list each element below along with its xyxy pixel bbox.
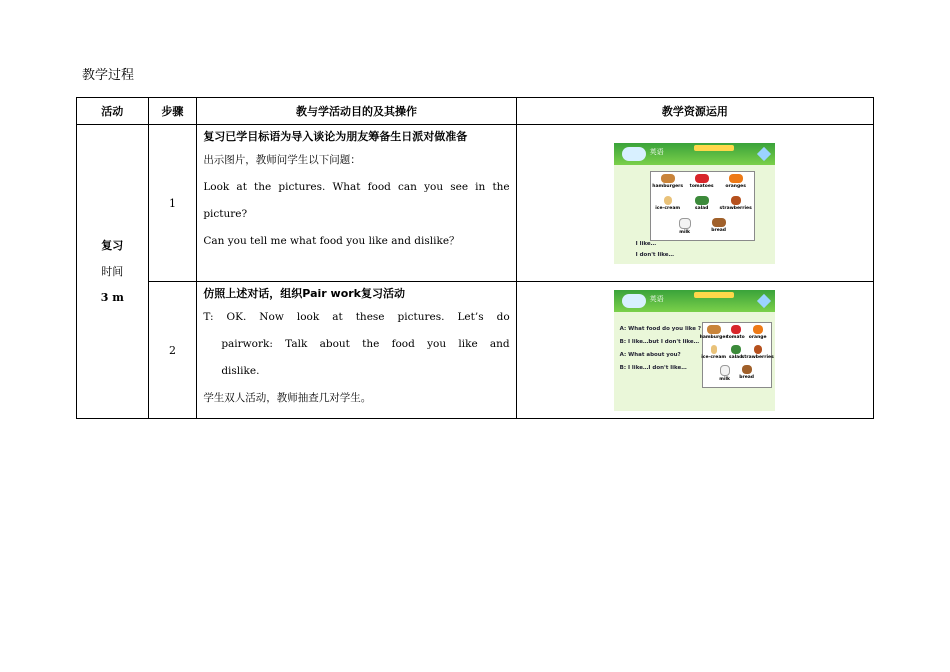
activity-title: 复习 — [101, 238, 124, 252]
orange-icon — [729, 174, 743, 183]
table-header-row — [77, 98, 874, 125]
food-picture-box — [650, 171, 755, 241]
food-item: strawberries — [741, 345, 775, 360]
slide-tag-decoration — [694, 145, 734, 151]
strawberry-icon — [754, 345, 762, 354]
hamburger-icon — [661, 174, 675, 183]
section-heading: 教学过程 — [82, 68, 135, 83]
food-item: ice-cream — [651, 196, 685, 211]
step2-line-4: 学生双人活动，教师抽查几对学生。 — [203, 392, 372, 404]
food-item: salad — [685, 196, 719, 211]
salad-icon — [695, 196, 709, 205]
slide-logo-text: 英语 — [649, 147, 664, 156]
globe-logo-icon — [622, 294, 646, 308]
bird-icon — [757, 146, 771, 160]
ice-cream-icon — [711, 345, 717, 354]
step2-line-2: pairwork: Talk about the food you like and — [221, 338, 510, 350]
food-item: salad — [719, 345, 753, 360]
resource-cell-1 — [516, 125, 873, 282]
slide-sentence: I don't like… — [635, 251, 674, 258]
food-item: ice-cream — [697, 345, 731, 360]
step2-line-3: dislike. — [221, 365, 260, 377]
bird-icon — [757, 293, 771, 307]
slide-thumbnail-2 — [614, 290, 775, 411]
food-item: orange — [741, 325, 775, 340]
food-item: milk — [668, 218, 702, 235]
operation-cell-2 — [197, 282, 516, 419]
food-picture-box — [699, 322, 774, 388]
tomato-icon — [695, 174, 709, 183]
food-item: milk — [708, 365, 742, 382]
slide-dialogue-line: A: What about you? — [619, 351, 681, 358]
step-number-2: 2 — [148, 282, 197, 419]
step-title-1: 复习已学目标语为导入谈论为朋友筹备生日派对做准备 — [203, 130, 468, 143]
step1-line-1: 出示图片，教师问学生以下问题： — [203, 154, 361, 166]
step1-line-4: Can you tell me what food you like and dislike？ — [203, 235, 460, 247]
step2-line-1: T: OK. Now look at these pictures. Let’s do — [203, 311, 510, 323]
food-item: hamburger — [697, 325, 731, 340]
food-item: oranges — [719, 174, 753, 189]
ice-cream-icon — [664, 196, 672, 205]
table-row — [77, 125, 874, 282]
slide-banner — [614, 143, 775, 165]
tomato-icon — [731, 325, 741, 334]
activity-cell — [77, 125, 149, 419]
slide-logo-text: 英语 — [649, 294, 664, 303]
activity-time-label: 时间 — [101, 264, 124, 278]
slide-dialogue-line: A: What food do you like ? — [619, 325, 702, 332]
step1-line-3: picture? — [203, 208, 248, 220]
orange-icon — [753, 325, 763, 334]
milk-icon — [720, 365, 730, 376]
step-title-2: 仿照上述对话，组织Pair work复习活动 — [203, 287, 405, 300]
globe-logo-icon — [622, 147, 646, 161]
slide-dialogue-line: B: I like…I don't like… — [619, 364, 687, 371]
salad-icon — [731, 345, 741, 354]
milk-icon — [679, 218, 691, 229]
bread-icon — [712, 218, 726, 227]
step1-line-2: Look at the pictures. What food can you see in the — [203, 181, 510, 193]
food-item: tomato — [719, 325, 753, 340]
header-resources: 教学资源运用 — [516, 98, 873, 125]
step-number-1: 1 — [148, 125, 197, 282]
food-item: hamburgers — [651, 174, 685, 189]
operation-cell-1 — [197, 125, 516, 282]
food-item: strawberries — [719, 196, 753, 211]
food-item: tomatoes — [685, 174, 719, 189]
food-item: bread — [730, 365, 764, 380]
slide-sentence: I like… — [635, 240, 657, 247]
table-row — [77, 282, 874, 419]
header-operation: 教与学活动目的及其操作 — [197, 98, 516, 125]
header-activity: 活动 — [77, 98, 149, 125]
strawberry-icon — [731, 196, 741, 205]
slide-tag-decoration — [694, 292, 734, 298]
food-item: bread — [702, 218, 736, 233]
header-step: 步骤 — [148, 98, 197, 125]
slide-banner — [614, 290, 775, 312]
lesson-process-table — [76, 97, 874, 419]
activity-duration: 3 m — [100, 290, 124, 304]
slide-dialogue-line: B: I like…but I don't like… — [619, 338, 700, 345]
bread-icon — [742, 365, 752, 374]
slide-thumbnail-1 — [614, 143, 775, 264]
resource-cell-2 — [516, 282, 873, 419]
